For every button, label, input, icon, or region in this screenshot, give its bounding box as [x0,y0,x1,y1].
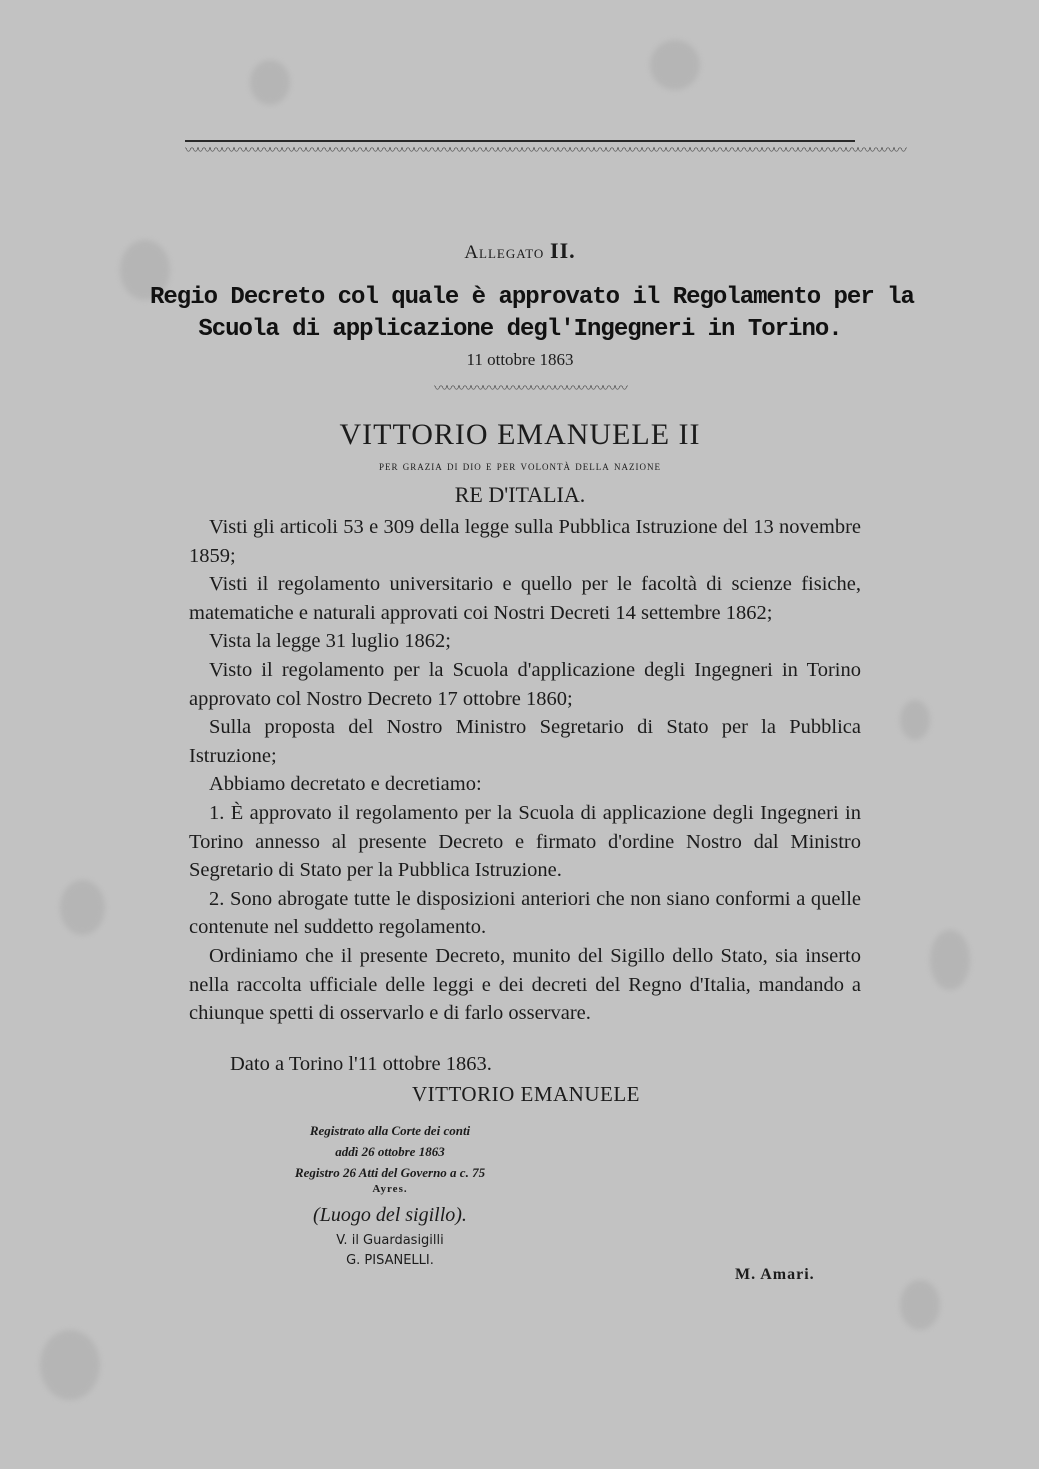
allegato-label: Allegato [464,242,545,263]
decree-body [189,513,861,1028]
decree-paragraph: 2. Sono abrogate tutte le disposizioni anteriori che non siano conformi a quelle contenute nel suddetto regolamento. [189,887,861,939]
decree-paragraph: Sulla proposta del Nostro Ministro Segretario di Stato per la Pubblica Istruzione; [189,716,861,767]
registration-note [240,1120,540,1183]
decree-paragraph: Visti il regolamento universitario e quello per le facoltà di scienze fisiche, matematiche e naturali approvati coi Nostri Decreti 14 settembre 1862; [189,573,861,624]
decree-paragraph: Vista la legge 31 luglio 1862; [209,630,451,653]
mid-ornament: 〰〰〰〰〰〰〰〰〰〰〰〰〰〰〰〰 [434,381,626,397]
allegato-number: II. [550,238,576,263]
decree-paragraph: Visti gli articoli 53 e 309 della legge sulla Pubblica Istruzione del 13 novembre 1859; [189,516,861,567]
royal-signature: VITTORIO EMANUELE [412,1082,640,1106]
decree-date: 11 ottobre 1863 [466,350,574,369]
grace-formula: per grazia di dio e per volontà della nazione [379,458,661,473]
decree-paragraph: 1. È approvato il regolamento per la Scuola di applicazione degli Ingegneri in Torino annesso al presente Decreto e firmato d'ordine Nostro dal Ministro Segretario di Stato per la Pubblica Istruzione. [189,801,861,882]
registration-line-3: Registro 26 Atti del Governo a c. 75 [294,1165,486,1180]
registration-line-2: addì 26 ottobre 1863 [335,1144,445,1159]
decree-heading-line-2: Scuola di applicazione degl'Ingegneri in Torino. [198,316,842,343]
decree-heading [150,282,914,346]
royal-title: RE D'ITALIA. [454,482,586,507]
registration-line-1: Registrato alla Corte dei conti [309,1123,471,1138]
dated-line: Dato a Torino l'11 ottobre 1863. [230,1053,492,1075]
paper-speck [250,60,290,105]
paper-speck [650,40,700,90]
top-rule [185,140,855,142]
allegato-heading [150,238,890,264]
decree-paragraph: Visto il regolamento per la Scuola d'applicazione degli Ingegneri in Torino approvato col Nostro Decreto 17 ottobre 1860; [189,658,861,710]
decree-paragraph: Abbiamo decretato e decretiamo: [209,773,482,796]
decree-heading-line-1: Regio Decreto col quale è approvato il Regolamento per la [150,284,914,311]
king-name: VITTORIO EMANUELE II [339,418,701,451]
registration-clerk: Ayres. [372,1183,408,1195]
guardasigilli-label: V. il Guardasigilli [336,1233,444,1248]
paper-speck [900,700,930,740]
top-ornament: 〰〰〰〰〰〰〰〰〰〰〰〰〰〰〰〰〰〰〰〰〰〰〰〰〰〰〰〰〰〰〰〰〰〰〰〰〰〰〰〰〰〰〰〰〰〰〰〰〰〰〰〰〰〰〰〰〰〰〰〰 [185,143,905,159]
guardasigilli-name: G. PISANELLI. [346,1253,434,1268]
seal-place: (Luogo del sigillo). [313,1204,467,1226]
guardasigilli-block [240,1231,540,1271]
paper-speck [60,880,105,935]
countersignature: M. Amari. [735,1266,815,1283]
decree-paragraph: Ordiniamo che il presente Decreto, munito del Sigillo dello Stato, sia inserto nella raccolta ufficiale delle leggi e dei decreti del Regno d'Italia, mandando a chiunque spetti di osservarlo e di farlo osservare. [189,944,861,1025]
paper-speck [930,930,970,990]
paper-speck [40,1330,100,1400]
paper-speck [900,1280,940,1330]
